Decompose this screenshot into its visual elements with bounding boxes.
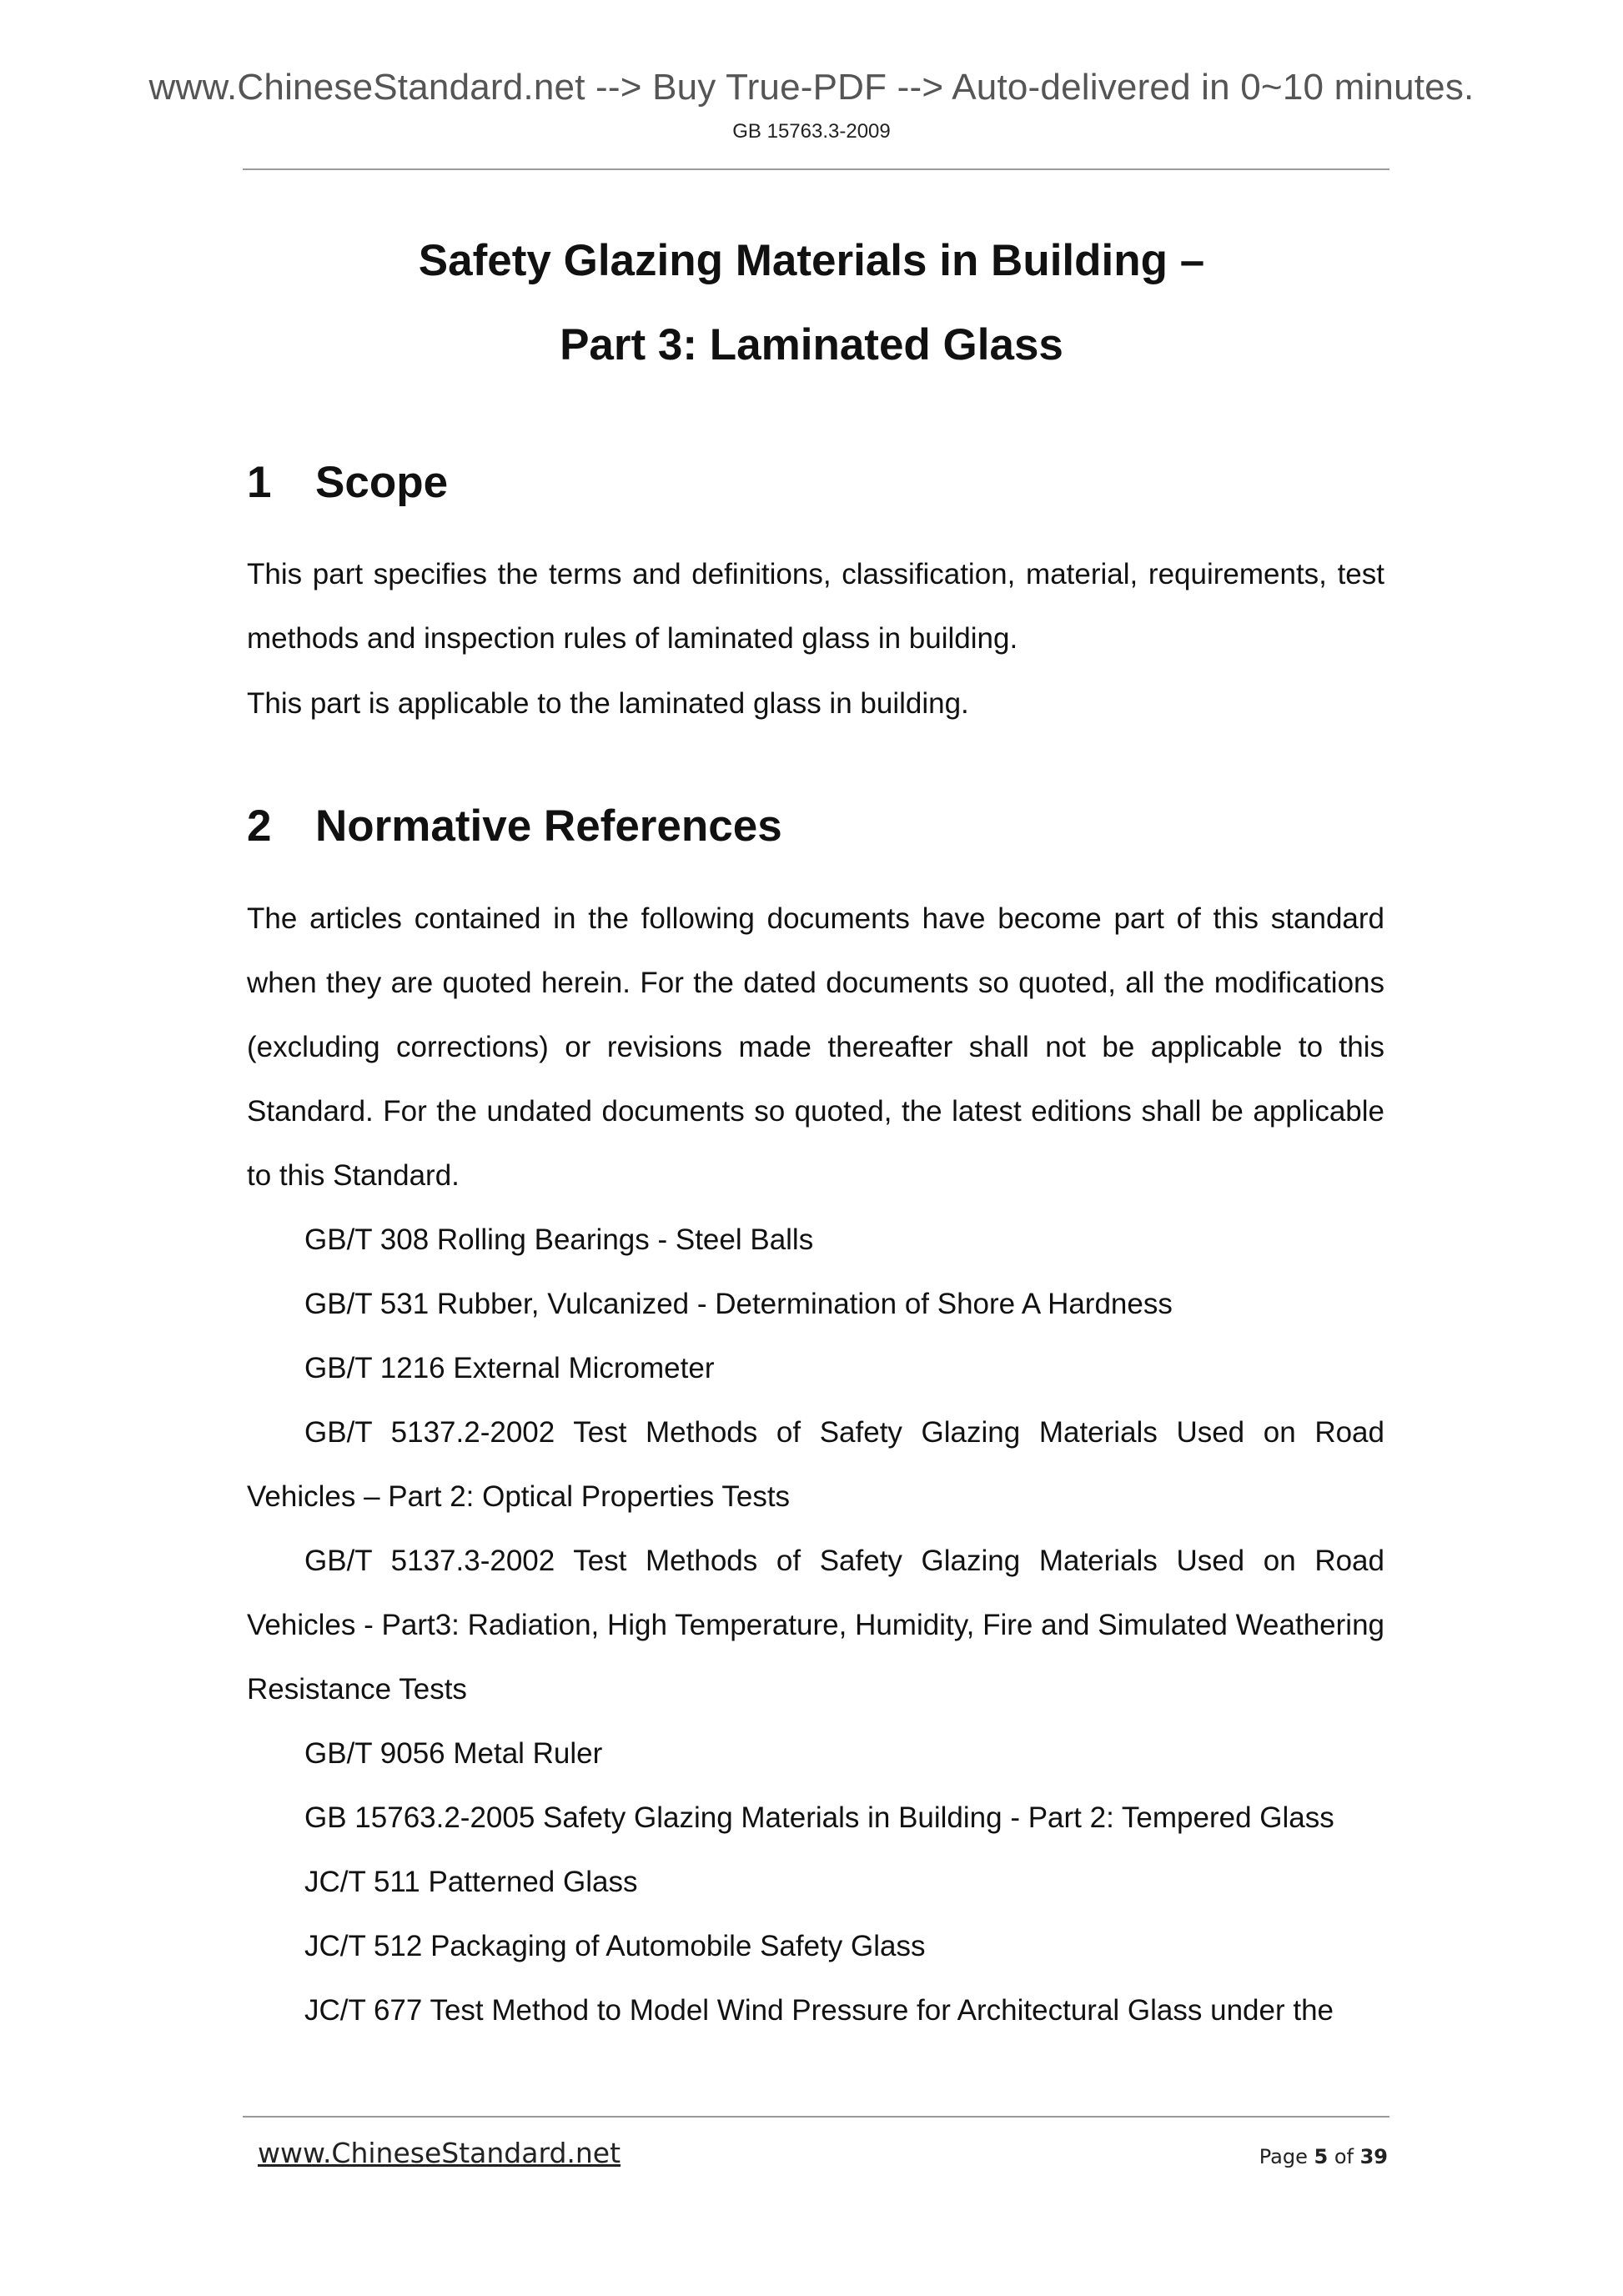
- references-intro: The articles contained in the following documents have become part of this standard when they are quoted herein. For the dated documents so quoted, all the modifications (excluding corrections) or revisions made thereafter shall not be applicable to this Standard. For the undated documents so quoted, the latest editions shall be applicable to this Standard.: [247, 902, 1384, 1192]
- header-divider: [243, 168, 1389, 170]
- page-prefix: Page: [1259, 2145, 1314, 2168]
- reference-item: GB/T 9056 Metal Ruler: [304, 1737, 603, 1770]
- top-banner[interactable]: www.ChineseStandard.net --> Buy True-PDF --> Auto-delivered in 0~10 minutes.: [148, 67, 1475, 108]
- scope-paragraph-2: This part is applicable to the laminated glass in building.: [247, 687, 969, 720]
- reference-item: GB/T 5137.3-2002 Test Methods of Safety Glazing Materials Used on Road Vehicles - Part3: Radiation, High Temperature, Humidity, Fire and Simulated Weathering Resistance Tests: [247, 1545, 1384, 1706]
- section-1-title: Scope: [315, 458, 449, 507]
- reference-item: JC/T 512 Packaging of Automobile Safety Glass: [304, 1930, 926, 1962]
- document-title: Safety Glazing Materials in Building –: [418, 236, 1205, 285]
- reference-item: JC/T 677 Test Method to Model Wind Pressure for Architectural Glass under the: [304, 1994, 1334, 2027]
- document-subtitle: Part 3: Laminated Glass: [560, 320, 1063, 369]
- page-number: [1259, 2145, 1388, 2168]
- page-total: 39: [1359, 2145, 1388, 2168]
- reference-list: [247, 1208, 1384, 2042]
- reference-item: GB 15763.2-2005 Safety Glazing Materials in Building - Part 2: Tempered Glass: [304, 1801, 1334, 1834]
- reference-item: GB/T 5137.2-2002 Test Methods of Safety Glazing Materials Used on Road Vehicles – Part 2: Optical Properties Tests: [247, 1416, 1384, 1513]
- page-of: of: [1328, 2145, 1360, 2168]
- page-current: 5: [1314, 2145, 1329, 2168]
- reference-item: GB/T 1216 External Micrometer: [304, 1352, 715, 1384]
- section-2-heading: [247, 801, 782, 852]
- reference-item: JC/T 511 Patterned Glass: [304, 1866, 638, 1898]
- scope-paragraph-1: This part specifies the terms and definitions, classification, material, requirements, test methods and inspection rules of laminated glass in building.: [247, 558, 1384, 655]
- section-1-heading: [247, 457, 448, 508]
- section-2-title: Normative References: [315, 801, 782, 851]
- section-1-number: 1: [247, 458, 272, 507]
- reference-item: GB/T 531 Rubber, Vulcanized - Determination of Shore A Hardness: [304, 1288, 1173, 1320]
- footer-divider: [243, 2116, 1389, 2118]
- footer-website-link[interactable]: www.ChineseStandard.net: [258, 2137, 621, 2169]
- section-2-number: 2: [247, 801, 272, 851]
- reference-item: GB/T 308 Rolling Bearings - Steel Balls: [304, 1223, 814, 1256]
- document-number: GB 15763.3-2009: [732, 120, 891, 143]
